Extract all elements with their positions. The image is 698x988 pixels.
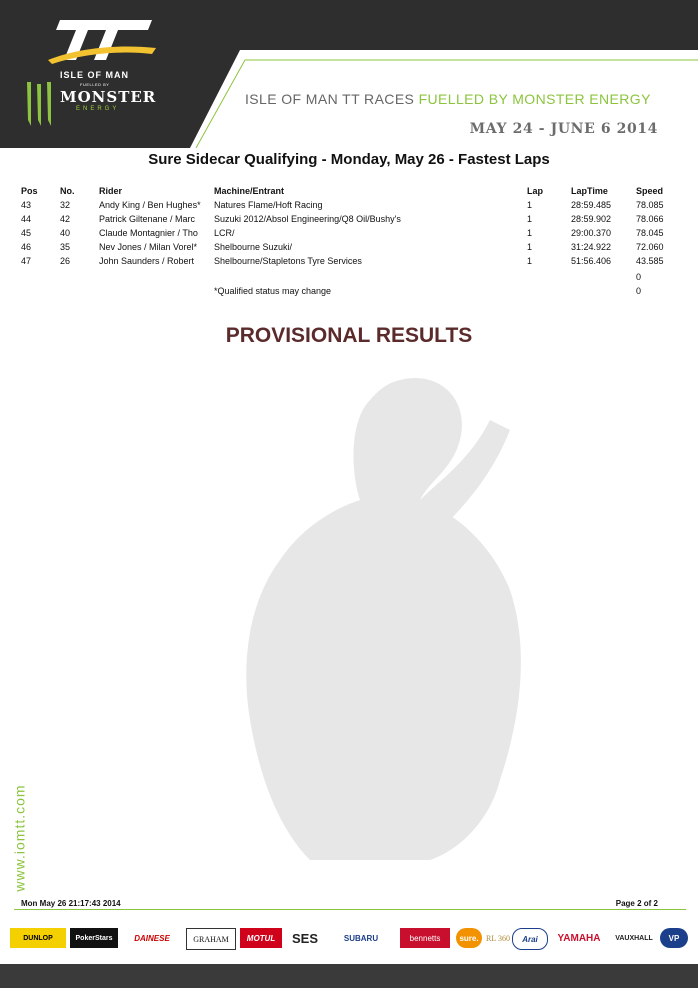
sponsor-logo-dainese: DAINESE (134, 933, 170, 943)
table-row (0, 228, 698, 242)
extra-speed-value: 0 (636, 272, 642, 282)
cell-lap: 1 (527, 228, 533, 238)
footer-timestamp: Mon May 26 21:17:43 2014 (21, 899, 121, 908)
cell-no: 35 (60, 242, 71, 252)
table-row (0, 256, 698, 270)
footer-divider (14, 909, 686, 910)
cell-pos: 43 (21, 200, 32, 210)
monster-wordmark: MONSTER (60, 88, 157, 106)
event-dates: MAY 24 - JUNE 6 2014 (469, 121, 658, 137)
cell-laptime: 31:24.922 (571, 242, 612, 252)
cell-laptime: 51:56.406 (571, 256, 612, 266)
cell-speed: 78.066 (636, 214, 664, 224)
cell-speed: 78.045 (636, 228, 664, 238)
provisional-results-heading: PROVISIONAL RESULTS (225, 324, 473, 347)
table-row (0, 242, 698, 256)
cell-speed: 72.060 (636, 242, 664, 252)
sponsor-logo-yamaha: YAMAHA (557, 932, 601, 944)
cell-rider: John Saunders / Robert (99, 256, 195, 266)
rider-watermark-icon (190, 360, 570, 860)
cell-machine: Natures Flame/Hoft Racing (214, 200, 323, 210)
extra-speed-value: 0 (636, 286, 642, 296)
header-laptime: LapTime (571, 186, 608, 196)
cell-rider: Patrick Giltenane / Marc (99, 214, 196, 224)
table-row (0, 214, 698, 228)
cell-machine: Shelbourne Suzuki/ (214, 242, 293, 252)
header-speed: Speed (636, 186, 664, 196)
tagline-green: FUELLED BY MONSTER ENERGY (418, 91, 651, 107)
sponsor-logo-pokerstars: PokerStars (70, 928, 118, 948)
sponsor-strip (0, 920, 698, 958)
results-table (0, 186, 698, 270)
sponsor-logo-rl360: RL 360 (486, 933, 510, 943)
sponsor-logo-bennetts: bennetts (400, 928, 450, 948)
cell-no: 42 (60, 214, 71, 224)
table-row (0, 200, 698, 214)
cell-pos: 47 (21, 256, 32, 266)
qualified-note: *Qualified status may change (214, 286, 332, 296)
tagline-main: ISLE OF MAN TT RACES (245, 91, 419, 107)
header-rider: Rider (99, 186, 123, 196)
page-title: Sure Sidecar Qualifying - Monday, May 26 - Fastest Laps (148, 151, 550, 168)
sponsor-logo-sure: sure. (456, 928, 482, 948)
cell-no: 26 (60, 256, 71, 266)
header-tagline (245, 91, 651, 107)
cell-laptime: 28:59.902 (571, 214, 612, 224)
sponsor-logo-vp: VP (660, 928, 688, 948)
cell-laptime: 29:00.370 (571, 228, 612, 238)
header-machine: Machine/Entrant (214, 186, 285, 196)
header-lap: Lap (527, 186, 544, 196)
header-pos: Pos (21, 186, 38, 196)
bottom-bar (0, 964, 698, 988)
cell-rider: Andy King / Ben Hughes* (99, 200, 201, 210)
sponsor-logo-arai: Arai (512, 928, 548, 950)
sponsor-logo-subaru: SUBARU (343, 933, 379, 943)
tt-logo-icon (48, 14, 158, 70)
cell-pos: 45 (21, 228, 32, 238)
sponsor-logo-dunlop: DUNLOP (10, 928, 66, 948)
cell-lap: 1 (527, 242, 533, 252)
monster-claw-icon (24, 80, 56, 128)
header-no: No. (60, 186, 75, 196)
cell-machine: LCR/ (214, 228, 235, 238)
sponsor-logo-motul: MOTUL (240, 928, 282, 948)
cell-pos: 46 (21, 242, 32, 252)
cell-lap: 1 (527, 256, 533, 266)
fuelled-by-label: FUELLED BY (80, 82, 110, 87)
cell-laptime: 28:59.485 (571, 200, 612, 210)
table-header-row (0, 186, 698, 200)
cell-pos: 44 (21, 214, 32, 224)
sponsor-logo-graham: GRAHAM (186, 928, 236, 950)
cell-machine: Suzuki 2012/Absol Engineering/Q8 Oil/Bushy's (214, 214, 401, 224)
cell-speed: 78.085 (636, 200, 664, 210)
website-url: www.iomtt.com (11, 784, 28, 892)
cell-rider: Claude Montagnier / Tho (99, 228, 198, 238)
sponsor-logo-ses: SES (291, 930, 318, 946)
cell-speed: 43.585 (636, 256, 664, 266)
cell-no: 32 (60, 200, 71, 210)
cell-rider: Nev Jones / Milan Vorel* (99, 242, 198, 252)
sponsor-logo-vauxhall: VAUXHALL (615, 934, 653, 942)
cell-lap: 1 (527, 200, 533, 210)
cell-lap: 1 (527, 214, 533, 224)
energy-wordmark: ENERGY (76, 106, 120, 112)
cell-machine: Shelbourne/Stapletons Tyre Services (214, 256, 362, 266)
cell-no: 40 (60, 228, 71, 238)
isle-of-man-label: ISLE OF MAN (60, 70, 129, 80)
footer-page-number: Page 2 of 2 (615, 899, 658, 908)
